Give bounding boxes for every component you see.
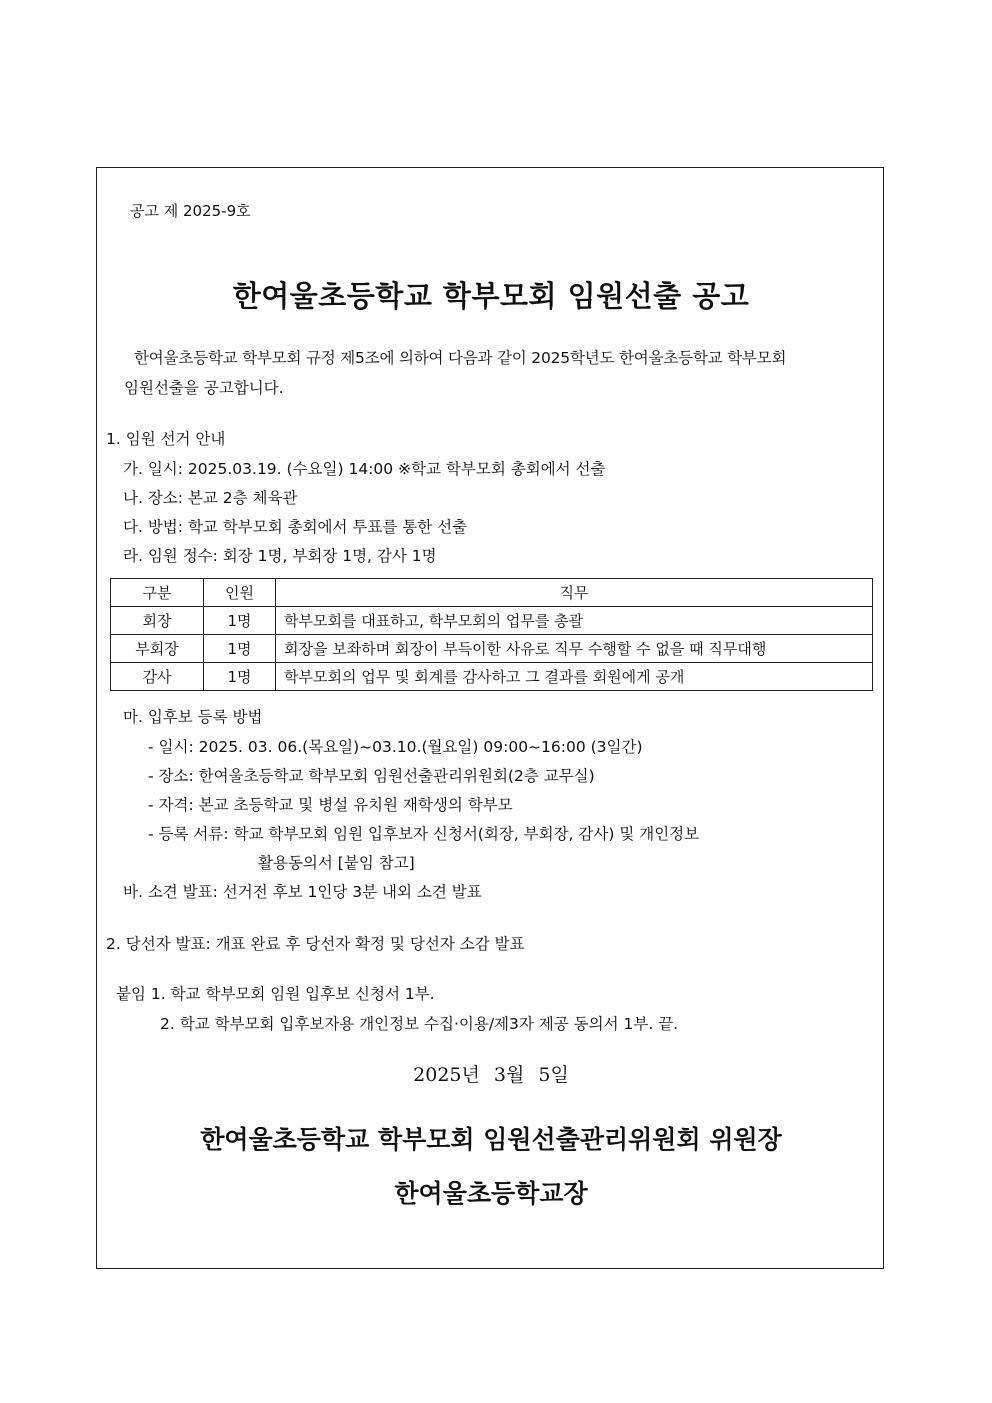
- table-cell-role: 회장: [111, 607, 204, 635]
- item-ra-positions: 라. 임원 정수: 회장 1명, 부회장 1명, 감사 1명: [123, 547, 437, 565]
- table-cell-duty: 학부모회의 업무 및 회계를 감사하고 그 결과를 회원에게 공개: [276, 663, 873, 691]
- item-da-method: 다. 방법: 학교 학부모회 총회에서 투표를 통한 선출: [123, 518, 468, 536]
- attachment-line-2: 2. 학교 학부모회 입후보자용 개인정보 수집·이용/제3자 제공 동의서 1부. 끝.: [160, 1015, 679, 1033]
- table-row: [111, 635, 873, 663]
- table-header: 직무: [276, 579, 873, 607]
- signature-committee: 한여울초등학교 학부모회 임원선출관리위원회 위원장: [200, 1125, 782, 1154]
- item-ma-heading: 마. 입후보 등록 방법: [123, 708, 263, 726]
- item-ba-speech: 바. 소견 발표: 선거전 후보 1인당 3분 내외 소견 발표: [123, 883, 482, 901]
- table-cell-role: 부회장: [111, 635, 204, 663]
- issue-date: 2025년 3월 5일: [413, 1064, 569, 1086]
- table-header: 인원: [204, 579, 276, 607]
- table-cell-count: 1명: [204, 607, 276, 635]
- table-header: 구분: [111, 579, 204, 607]
- section-2-heading: 2. 당선자 발표: 개표 완료 후 당선자 확정 및 당선자 소감 발표: [106, 935, 525, 953]
- table-cell-duty: 회장을 보좌하며 회장이 부득이한 사유로 직무 수행할 수 없을 때 직무대행: [276, 635, 873, 663]
- table-row: [111, 607, 873, 635]
- duty-table: [110, 578, 873, 691]
- page-title: 한여울초등학교 학부모회 임원선출 공고: [232, 279, 750, 313]
- table-cell-count: 1명: [204, 663, 276, 691]
- ma-item-documents-cont: 활용동의서 [붙임 참고]: [258, 854, 415, 872]
- table-header-row: [111, 579, 873, 607]
- signature-principal: 한여울초등학교장: [394, 1179, 588, 1208]
- ma-item-place: - 장소: 한여울초등학교 학부모회 임원선출관리위원회(2층 교무실): [148, 767, 595, 785]
- intro-line-2: 임원선출을 공고합니다.: [124, 379, 284, 397]
- table-cell-duty: 학부모회를 대표하고, 학부모회의 업무를 총괄: [276, 607, 873, 635]
- table-row: [111, 663, 873, 691]
- intro-line-1: 한여울초등학교 학부모회 규정 제5조에 의하여 다음과 같이 2025학년도 한여울초등학교 학부모회: [134, 349, 787, 367]
- table-cell-role: 감사: [111, 663, 204, 691]
- item-ga-datetime: 가. 일시: 2025.03.19. (수요일) 14:00 ※학교 학부모회 총회에서 선출: [123, 460, 606, 478]
- table-cell-count: 1명: [204, 635, 276, 663]
- notice-number: 공고 제 2025-9호: [130, 202, 251, 220]
- attachment-line-1: 붙임 1. 학교 학부모회 임원 입후보 신청서 1부.: [116, 985, 435, 1003]
- ma-item-documents: - 등록 서류: 학교 학부모회 임원 입후보자 신청서(회장, 부회장, 감사) 및 개인정보: [148, 825, 700, 843]
- item-na-place: 나. 장소: 본교 2층 체육관: [123, 489, 298, 507]
- ma-item-datetime: - 일시: 2025. 03. 06.(목요일)~03.10.(월요일) 09:00~16:00 (3일간): [148, 738, 643, 756]
- section-1-heading: 1. 임원 선거 안내: [106, 430, 226, 448]
- ma-item-qualification: - 자격: 본교 초등학교 및 병설 유치원 재학생의 학부모: [148, 796, 513, 814]
